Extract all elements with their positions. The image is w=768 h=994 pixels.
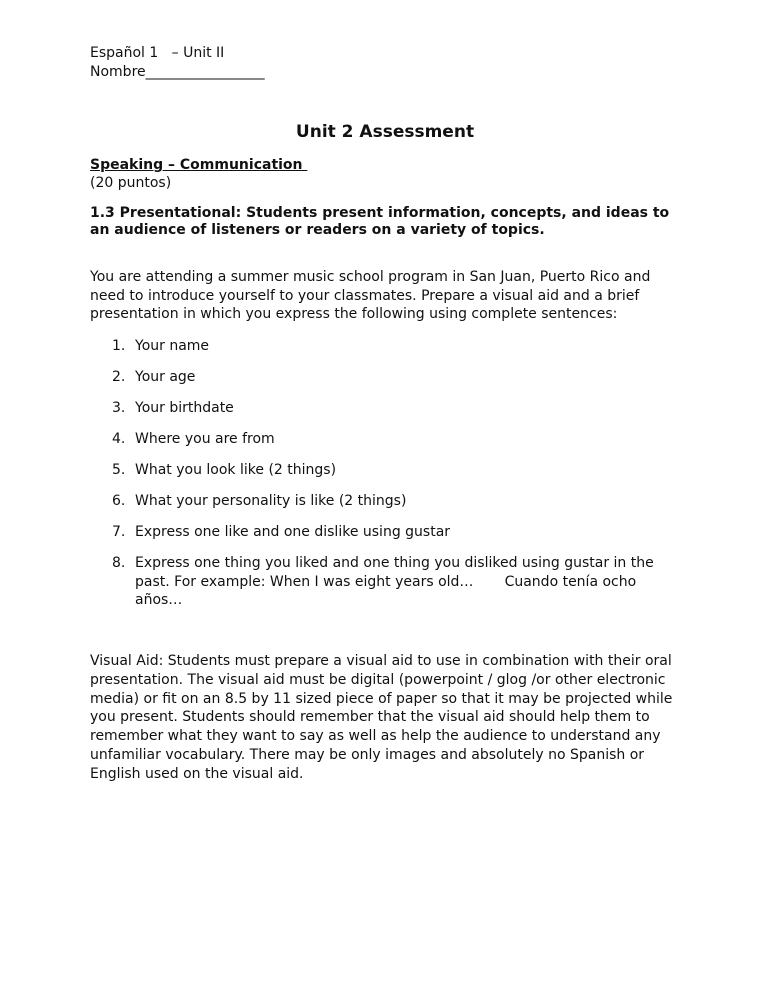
list-item <box>90 430 670 449</box>
list-item-number: 6. <box>112 493 126 509</box>
list-item-text: Where you are from <box>135 431 275 447</box>
list-item <box>90 368 670 387</box>
list-item-text: Your name <box>135 338 210 354</box>
page-title: Unit 2 Assessment <box>295 122 475 142</box>
list-item <box>90 523 670 542</box>
list-item-number: 8. <box>112 555 126 571</box>
list-item-number: 5. <box>112 462 126 478</box>
list-item-number: 1. <box>112 338 126 354</box>
list-item <box>90 492 670 511</box>
list-item-number: 4. <box>112 431 126 447</box>
task-list <box>90 337 670 622</box>
list-item-text: Express one thing you liked and one thing you disliked using gustar in the past. For example: When I was eight years old… Cuando tenía ocho años… <box>135 555 659 608</box>
list-item-text: What your personality is like (2 things) <box>135 493 407 509</box>
list-item <box>90 337 670 356</box>
list-item-text: Your age <box>135 369 196 385</box>
list-item-text: What you look like (2 things) <box>135 462 337 478</box>
list-item <box>90 554 670 610</box>
list-item-text: Your birthdate <box>135 400 234 416</box>
list-item-text: Express one like and one dislike using gustar <box>135 524 451 540</box>
intro-paragraph: You are attending a summer music school program in San Juan, Puerto Rico and need to introduce yourself to your classmates. Prepare a visual aid and a brief presentation in which you express the following using complete sentences: <box>90 269 651 322</box>
list-item-number: 7. <box>112 524 126 540</box>
list-item <box>90 461 670 480</box>
list-item-number: 2. <box>112 369 126 385</box>
standard-statement: 1.3 Presentational: Students present information, concepts, and ideas to an audience of listeners or readers on a variety of topics. <box>90 205 670 238</box>
list-item-number: 3. <box>112 400 126 416</box>
section-heading: Speaking – Communication <box>90 157 308 173</box>
visual-aid-paragraph: Visual Aid: Students must prepare a visual aid to use in combination with their oral presentation. The visual aid must be digital (powerpoint / glog /or other electronic media) or fit on an 8.5 by 11 sized piece of paper so that it may be projected while you present. Students should remember that the visual aid should help them to remember what they want to say as well as help the audience to understand any unfamiliar vocabulary. There may be only images and absolutely no Spanish or English used on the visual aid. <box>90 653 673 782</box>
course-header: Español 1 – Unit II <box>90 45 225 61</box>
list-item <box>90 399 670 418</box>
points-value: (20 puntos) <box>90 175 172 191</box>
name-field-line: Nombre_________________ <box>90 64 265 80</box>
